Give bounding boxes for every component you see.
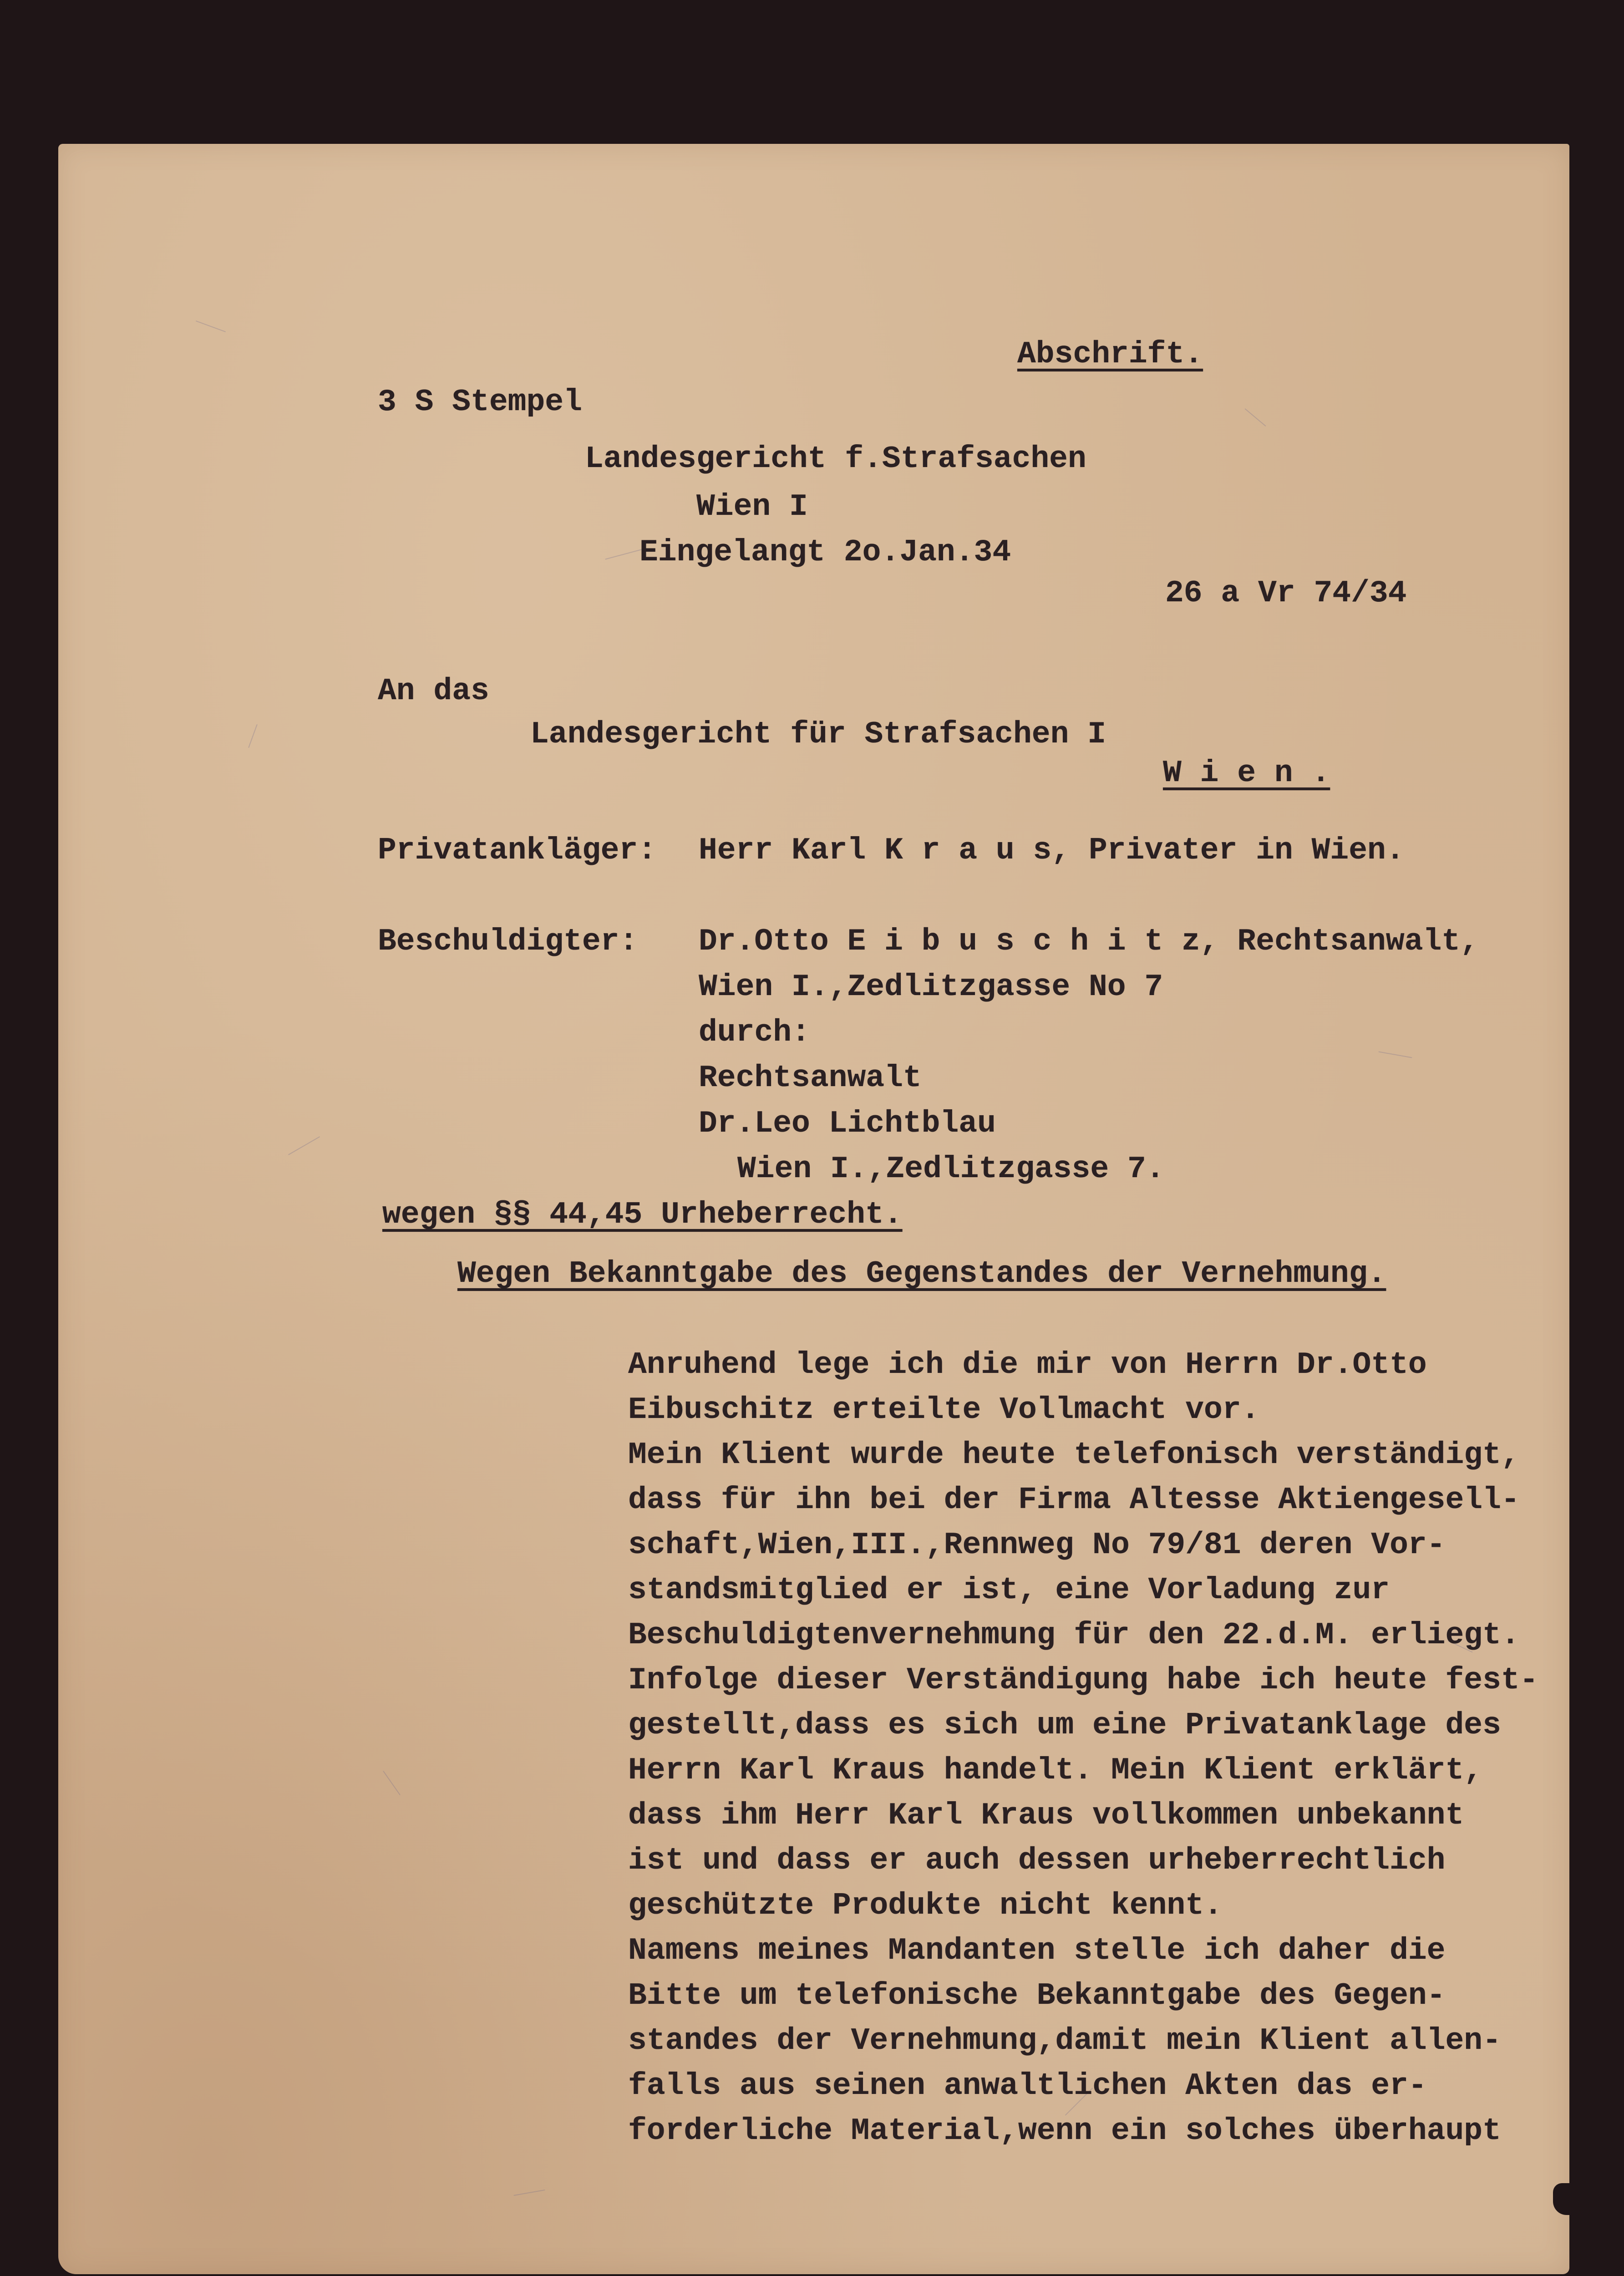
defendant-line: durch:	[699, 1015, 810, 1050]
body-line: Bitte um telefonische Bekanntgabe des Gegen-	[628, 1978, 1446, 2013]
paper-fiber	[288, 1136, 320, 1155]
body-line: gestellt,dass es sich um eine Privatanklage des	[628, 1708, 1501, 1743]
body-line: forderliche Material,wenn ein solches überhaupt	[628, 2113, 1501, 2149]
paper-fiber	[248, 724, 258, 748]
plaintiff-label: Privatankläger:	[378, 833, 657, 868]
paper-fiber	[383, 1771, 401, 1795]
defendant-line: Rechtsanwalt	[699, 1061, 922, 1096]
body-line: geschützte Produkte nicht kennt.	[628, 1888, 1223, 1923]
copy-mark: Abschrift.	[1017, 337, 1203, 372]
paper-tear	[1553, 2183, 1571, 2215]
addressee-salutation: An das	[378, 674, 489, 709]
paper-fiber	[605, 548, 645, 559]
body-line: schaft,Wien,III.,Rennweg No 79/81 deren Vor-	[628, 1528, 1446, 1563]
stamp-city: Wien I	[696, 489, 808, 524]
body-line: standsmitglied er ist, eine Vorladung zur	[628, 1573, 1390, 1608]
body-line: Beschuldigtenvernehmung für den 22.d.M. erliegt.	[628, 1618, 1520, 1653]
paper-fiber	[513, 2190, 545, 2196]
body-line: ist und dass er auch dessen urheberrechtlich	[628, 1843, 1446, 1878]
defendant-line: Wien I.,Zedlitzgasse No 7	[699, 970, 1163, 1005]
body-line: Herrn Karl Kraus handelt. Mein Klient erklärt,	[628, 1753, 1483, 1788]
body-line: standes der Vernehmung,damit mein Klient allen-	[628, 2023, 1501, 2058]
paper-fiber	[196, 320, 226, 332]
body-line: Mein Klient wurde heute telefonisch verständigt,	[628, 1438, 1520, 1473]
body-line: Anruhend lege ich die mir von Herrn Dr.Otto	[628, 1347, 1427, 1382]
stamp-court: Landesgericht f.Strafsachen	[585, 442, 1086, 477]
subject-line: Wegen Bekanntgabe des Gegenstandes der Vernehmung.	[457, 1256, 1386, 1291]
body-line: falls aus seinen anwaltlichen Akten das er-	[628, 2068, 1427, 2103]
body-line: Eibuschitz erteilte Vollmacht vor.	[628, 1392, 1260, 1428]
defendant-label: Beschuldigter:	[378, 924, 638, 959]
body-line: dass ihm Herr Karl Kraus vollkommen unbekannt	[628, 1798, 1464, 1833]
charge-line: wegen §§ 44,45 Urheberrecht.	[382, 1197, 903, 1232]
defendant-line: Dr.Leo Lichtblau	[699, 1106, 996, 1141]
defendant-line: Wien I.,Zedlitzgasse 7.	[737, 1152, 1165, 1187]
body-line: Namens meines Mandanten stelle ich daher die	[628, 1933, 1446, 1968]
body-line: Infolge dieser Verständigung habe ich heute fest-	[628, 1663, 1538, 1698]
addressee-city: W i e n .	[1163, 756, 1330, 791]
defendant-line: Dr.Otto E i b u s c h i t z, Rechtsanwalt,	[699, 924, 1479, 959]
case-number: 26 a Vr 74/34	[1165, 576, 1407, 611]
body-line: dass für ihn bei der Firma Altesse Aktiengesell-	[628, 1483, 1520, 1518]
paper-fiber	[1378, 1052, 1412, 1058]
paper-fiber	[1244, 408, 1266, 427]
plaintiff-value: Herr Karl K r a u s, Privater in Wien.	[699, 833, 1405, 868]
addressee-court: Landesgericht für Strafsachen I	[530, 717, 1106, 752]
stamp-received-date: Eingelangt 2o.Jan.34	[639, 535, 1011, 570]
stamp-fee-note: 3 S Stempel	[378, 385, 582, 420]
